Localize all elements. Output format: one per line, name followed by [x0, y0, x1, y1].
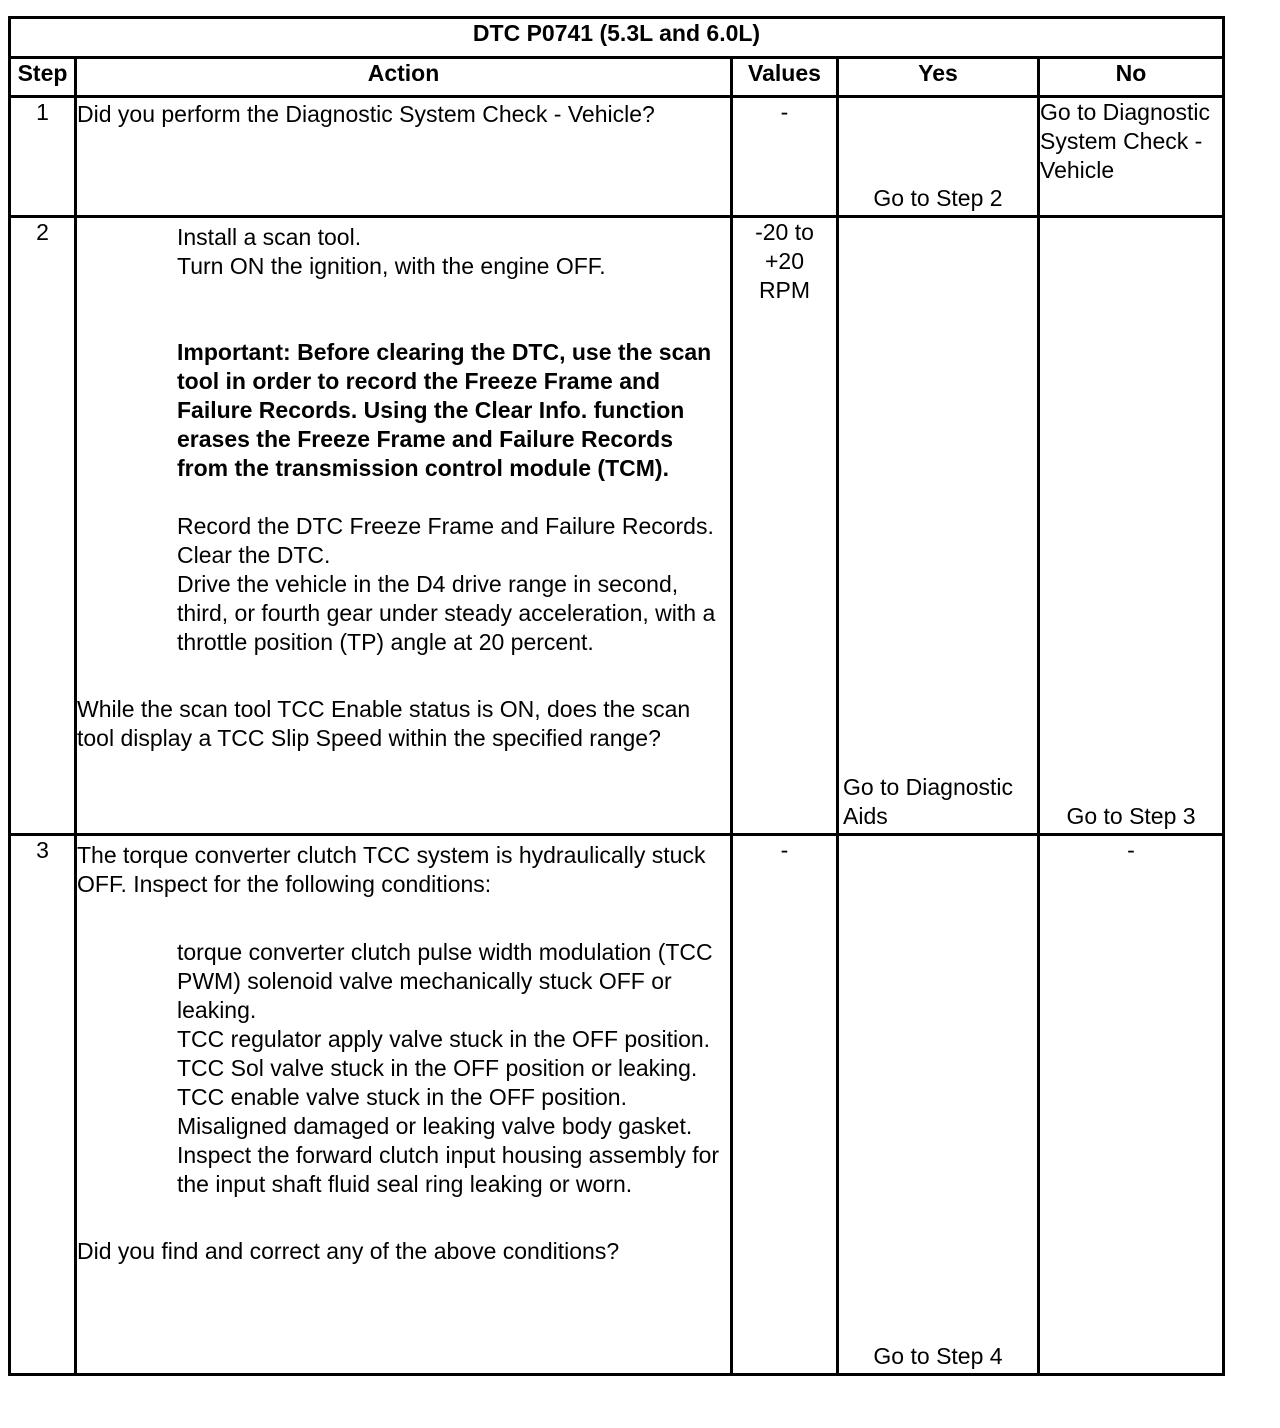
important-note: Important: Before clearing the DTC, use the scan tool in order to record the Freeze Frame and Failure Records. Using the Clear Info. function erases the Freeze Frame and Failure Records from the transmission control module (TCM).	[177, 339, 712, 481]
instruction-line: Install a scan tool.	[177, 224, 362, 250]
intro-text: The torque converter clutch TCC system is hydraulically stuck OFF. Inspect for the following conditions:	[77, 842, 706, 897]
instruction-line: Drive the vehicle in the D4 drive range in second, third, or fourth gear under steady acceleration, with a throttle position (TP) angle at 20 percent.	[177, 571, 716, 655]
table-title: DTC P0741 (5.3L and 6.0L)	[10, 18, 1224, 58]
instruction-line: Turn ON the ignition, with the engine OFF.	[177, 253, 606, 279]
step-number: 2	[10, 217, 76, 835]
condition-item: torque converter clutch pulse width modulation (TCC PWM) solenoid valve mechanically stuck OFF or leaking.	[177, 939, 713, 1023]
values-cell	[732, 217, 838, 835]
condition-item: TCC enable valve stuck in the OFF position.	[177, 1084, 627, 1110]
no-cell: -	[1039, 835, 1224, 1375]
table-row	[10, 217, 1224, 835]
dtc-table	[8, 16, 1225, 1376]
action-cell	[76, 217, 732, 835]
values-cell: -	[732, 97, 838, 217]
no-cell	[1039, 97, 1224, 217]
values-text: -20 to +20 RPM	[755, 219, 814, 303]
question-text: Did you perform the Diagnostic System Check - Vehicle?	[77, 101, 655, 127]
header-step: Step	[10, 58, 76, 97]
yes-cell	[838, 835, 1039, 1375]
condition-item: Inspect the forward clutch input housing assembly for the input shaft fluid seal ring leaking or worn.	[177, 1142, 720, 1197]
yes-text: Go to Step 4	[873, 1343, 1003, 1369]
question-text: While the scan tool TCC Enable status is ON, does the scan tool display a TCC Slip Speed within the specified range?	[77, 696, 691, 751]
step-number: 1	[10, 97, 76, 217]
no-cell	[1039, 217, 1224, 835]
step-number: 3	[10, 835, 76, 1375]
condition-item: TCC Sol valve stuck in the OFF position or leaking.	[177, 1055, 698, 1081]
table-row	[10, 835, 1224, 1375]
action-cell	[76, 835, 732, 1375]
condition-item: TCC regulator apply valve stuck in the OFF position.	[177, 1026, 711, 1052]
no-text: Go to Step 3	[1066, 803, 1196, 829]
yes-cell	[838, 97, 1039, 217]
header-no: No	[1039, 58, 1224, 97]
no-text: Go to Diagnostic System Check - Vehicle	[1040, 99, 1211, 183]
instruction-line: Clear the DTC.	[177, 542, 331, 568]
question-text: Did you find and correct any of the above conditions?	[77, 1238, 620, 1264]
header-yes: Yes	[838, 58, 1039, 97]
action-cell	[76, 97, 732, 217]
header-action: Action	[76, 58, 732, 97]
yes-text: Go to Diagnostic Aids	[843, 774, 1014, 829]
table-row	[10, 97, 1224, 217]
condition-item: Misaligned damaged or leaking valve body gasket.	[177, 1113, 693, 1139]
instruction-line: Record the DTC Freeze Frame and Failure Records.	[177, 513, 714, 539]
values-cell: -	[732, 835, 838, 1375]
yes-text: Go to Step 2	[873, 185, 1003, 211]
header-values: Values	[732, 58, 838, 97]
yes-cell	[838, 217, 1039, 835]
